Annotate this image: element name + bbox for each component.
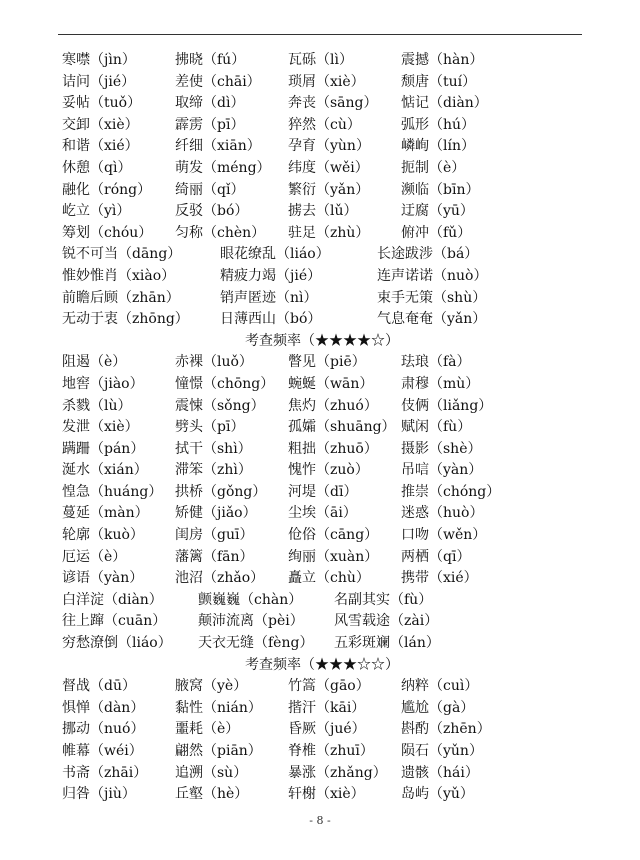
word-row xyxy=(62,525,582,547)
word-row xyxy=(62,93,582,115)
word-row xyxy=(62,115,582,137)
word-entry: 惧惮（dàn） xyxy=(62,699,145,716)
word-entry: 尘埃（āi） xyxy=(288,505,357,522)
word-entry: 闺房（guī） xyxy=(175,527,254,544)
word-entry: 绮丽（qǐ） xyxy=(175,181,245,198)
word-entry: 诘问（jié） xyxy=(62,73,136,90)
word-entry: 日薄西山（bó） xyxy=(220,311,322,328)
word-entry: 归咎（jiù） xyxy=(62,786,136,803)
word-entry: 匀称（chèn） xyxy=(175,224,266,241)
word-entry: 厄运（è） xyxy=(62,548,127,565)
word-entry: 取缔（dì） xyxy=(175,95,245,112)
word-entry: 驻足（zhù） xyxy=(288,224,370,241)
word-entry: 愧怍（zuò） xyxy=(288,462,369,479)
word-row xyxy=(62,784,582,806)
word-entry: 寒噤（jìn） xyxy=(62,52,136,68)
word-entry: 推崇（chóng） xyxy=(401,483,501,500)
word-entry: 书斋（zhāi） xyxy=(62,764,148,781)
word-entry: 粗拙（zhuō） xyxy=(288,440,378,457)
word-entry: 惟妙惟肖（xiào） xyxy=(62,267,176,284)
word-entry: 藩篱（fān） xyxy=(175,548,254,565)
frequency-heading-3-stars: 考查频率（★★★☆☆） xyxy=(245,656,399,673)
word-entry: 绚丽（xuàn） xyxy=(288,548,379,565)
word-entry: 迷惑（huò） xyxy=(401,505,484,522)
word-entry: 两栖（qī） xyxy=(401,548,471,565)
word-entry: 斟酌（zhēn） xyxy=(401,721,491,738)
section-2-word-grid xyxy=(62,352,582,590)
word-row xyxy=(62,439,582,461)
word-row xyxy=(62,72,582,94)
word-entry: 风雪载途（zài） xyxy=(334,613,439,630)
word-entry: 穷愁潦倒（liáo） xyxy=(62,635,172,652)
word-row xyxy=(62,288,582,310)
word-entry: 拂晓（fú） xyxy=(175,52,246,68)
word-entry: 纳粹（cuì） xyxy=(401,678,479,695)
word-entry: 督战（dū） xyxy=(62,678,136,695)
word-row xyxy=(62,676,582,698)
word-entry: 暴涨（zhǎng） xyxy=(288,764,387,781)
word-entry: 脊椎（zhuī） xyxy=(288,743,374,759)
word-entry: 河堤（dī） xyxy=(288,483,358,500)
word-entry: 矗立（chù） xyxy=(288,570,370,587)
page-number: - 8 - xyxy=(309,814,331,827)
word-entry: 名副其实（fù） xyxy=(334,591,433,608)
word-entry: 锐不可当（dāng） xyxy=(62,246,182,263)
word-entry: 往上蹿（cuān） xyxy=(62,613,167,630)
word-entry: 扼制（è） xyxy=(401,159,466,176)
word-entry: 憧憬（chōng） xyxy=(175,375,275,392)
word-entry: 嶙峋（lín） xyxy=(401,138,475,155)
word-entry: 尴尬（gà） xyxy=(401,699,475,716)
word-entry: 震撼（hàn） xyxy=(401,52,484,68)
word-entry: 惦记（diàn） xyxy=(401,95,488,112)
word-entry: 萌发（méng） xyxy=(175,159,271,176)
word-entry: 无动于衷（zhōng） xyxy=(62,311,189,328)
header-rule xyxy=(58,34,582,35)
word-entry: 弧形（hú） xyxy=(401,116,476,133)
word-entry: 竹篙（gāo） xyxy=(288,678,370,695)
section-1-word-grid xyxy=(62,50,582,244)
word-entry: 携带（xié） xyxy=(401,570,478,587)
word-row xyxy=(62,460,582,482)
word-entry: 噩耗（è） xyxy=(175,721,240,738)
section-1-idiom-grid xyxy=(62,244,582,330)
word-entry: 反驳（bó） xyxy=(175,203,249,220)
word-entry: 岛屿（yǔ） xyxy=(401,786,474,803)
word-entry: 猝然（cù） xyxy=(288,116,361,133)
word-row xyxy=(62,266,582,288)
word-entry: 屹立（yì） xyxy=(62,203,131,220)
word-entry: 发泄（xiè） xyxy=(62,419,139,436)
word-entry: 追溯（sù） xyxy=(175,764,248,781)
word-entry: 瞥见（piē） xyxy=(288,354,366,371)
word-entry: 劈头（pī） xyxy=(175,419,245,436)
word-entry: 精疲力竭（jié） xyxy=(220,267,322,284)
word-entry: 吊唁（yàn） xyxy=(401,462,483,479)
word-entry: 孕育（yùn） xyxy=(288,138,370,155)
word-row xyxy=(62,568,582,590)
word-entry: 拭干（shì） xyxy=(175,440,252,457)
section-2-idiom-grid xyxy=(62,590,582,655)
word-entry: 地窖（jiào） xyxy=(62,375,144,392)
word-entry: 瓦砾（lì） xyxy=(288,52,353,68)
word-row xyxy=(62,223,582,245)
word-row xyxy=(62,244,582,266)
word-entry: 奔丧（sāng） xyxy=(288,95,378,112)
word-entry: 孤孀（shuāng） xyxy=(288,419,396,436)
word-row xyxy=(62,180,582,202)
word-entry: 交卸（xiè） xyxy=(62,116,139,133)
word-row xyxy=(62,374,582,396)
word-entry: 滞笨（zhì） xyxy=(175,462,252,479)
word-row xyxy=(62,698,582,720)
word-entry: 轩榭（xiè） xyxy=(288,786,365,803)
word-entry: 涎水（xián） xyxy=(62,462,148,479)
word-entry: 蔓延（màn） xyxy=(62,505,149,522)
word-row xyxy=(62,547,582,569)
word-entry: 濒临（bīn） xyxy=(401,181,480,198)
word-entry: 纬度（wěi） xyxy=(288,159,369,176)
word-entry: 颓唐（tuí） xyxy=(401,73,477,90)
word-entry: 俯冲（fǔ） xyxy=(401,224,472,241)
word-entry: 霹雳（pī） xyxy=(175,116,245,133)
word-entry: 筹划（chóu） xyxy=(62,224,153,241)
word-entry: 琐屑（xiè） xyxy=(288,73,365,90)
word-entry: 长途跋涉（bá） xyxy=(377,246,479,263)
word-entry: 赋闲（fù） xyxy=(401,419,472,436)
word-entry: 丘壑（hè） xyxy=(175,786,249,803)
word-entry: 遗骸（hái） xyxy=(401,764,479,781)
word-entry: 挪动（nuó） xyxy=(62,721,145,738)
word-entry: 陨石（yǔn） xyxy=(401,743,483,759)
word-entry: 蹒跚（pán） xyxy=(62,440,145,457)
word-entry: 揩汗（kāi） xyxy=(288,699,366,716)
word-entry: 迂腐（yū） xyxy=(401,203,474,220)
word-entry: 妥帖（tuǒ） xyxy=(62,95,142,112)
word-entry: 繁衍（yǎn） xyxy=(288,181,370,198)
word-entry: 谚语（yàn） xyxy=(62,570,144,587)
word-row xyxy=(62,417,582,439)
word-entry: 和谐（xié） xyxy=(62,138,139,155)
word-entry: 伧俗（cāng） xyxy=(288,527,379,544)
word-entry: 纤细（xiān） xyxy=(175,138,261,155)
word-entry: 眼花缭乱（liáo） xyxy=(220,246,330,263)
word-row xyxy=(62,633,582,655)
word-entry: 前瞻后顾（zhān） xyxy=(62,289,180,306)
word-entry: 赤裸（luǒ） xyxy=(175,354,253,371)
word-row xyxy=(62,201,582,223)
word-row xyxy=(62,482,582,504)
word-entry: 差使（chāi） xyxy=(175,73,261,90)
word-entry: 口吻（wěn） xyxy=(401,527,487,544)
word-entry: 连声诺诺（nuò） xyxy=(377,267,488,284)
word-entry: 蜿蜒（wān） xyxy=(288,375,374,392)
frequency-heading-4-stars: 考查频率（★★★★☆） xyxy=(245,332,399,349)
word-row xyxy=(62,396,582,418)
word-entry: 阻遏（è） xyxy=(62,354,127,371)
word-row xyxy=(62,611,582,633)
word-entry: 伎俩（liǎng） xyxy=(401,397,493,414)
word-entry: 翩然（piān） xyxy=(175,743,262,759)
section-3-word-grid xyxy=(62,676,582,806)
word-row xyxy=(62,763,582,785)
word-list xyxy=(62,50,582,806)
word-entry: 肃穆（mù） xyxy=(401,375,480,392)
word-entry: 拱桥（gǒng） xyxy=(175,483,267,500)
word-entry: 摄影（shè） xyxy=(401,440,482,457)
word-entry: 颠沛流离（pèi） xyxy=(198,613,304,630)
word-row xyxy=(62,309,582,331)
word-entry: 五彩斑斓（lán） xyxy=(334,635,440,652)
word-entry: 销声匿迹（nì） xyxy=(220,289,318,306)
word-entry: 珐琅（fà） xyxy=(401,354,471,371)
word-row xyxy=(62,352,582,374)
word-entry: 掳去（lǔ） xyxy=(288,203,358,220)
word-entry: 颤巍巍（chàn） xyxy=(198,591,303,608)
word-entry: 震悚（sǒng） xyxy=(175,397,265,414)
word-entry: 束手无策（shù） xyxy=(377,289,487,306)
word-entry: 杀戮（lù） xyxy=(62,397,132,414)
word-row xyxy=(62,741,582,763)
word-entry: 腋窝（yè） xyxy=(175,678,248,695)
word-entry: 焦灼（zhuó） xyxy=(288,397,378,414)
word-entry: 帷幕（wéi） xyxy=(62,743,143,759)
word-entry: 白洋淀（diàn） xyxy=(62,591,163,608)
word-entry: 惶急（huáng） xyxy=(62,483,163,500)
word-entry: 气息奄奄（yǎn） xyxy=(377,311,487,328)
word-entry: 轮廓（kuò） xyxy=(62,527,144,544)
word-entry: 矫健（jiǎo） xyxy=(175,505,257,522)
word-entry: 天衣无缝（fèng） xyxy=(198,635,314,652)
word-entry: 池沼（zhǎo） xyxy=(175,570,265,587)
word-entry: 昏厥（jué） xyxy=(288,721,366,738)
word-entry: 休憩（qì） xyxy=(62,159,132,176)
word-row xyxy=(62,50,582,72)
word-row xyxy=(62,158,582,180)
word-entry: 黏性（nián） xyxy=(175,699,262,716)
word-row xyxy=(62,136,582,158)
word-row xyxy=(62,719,582,741)
word-entry: 融化（róng） xyxy=(62,181,152,198)
word-row xyxy=(62,503,582,525)
word-row xyxy=(62,590,582,612)
